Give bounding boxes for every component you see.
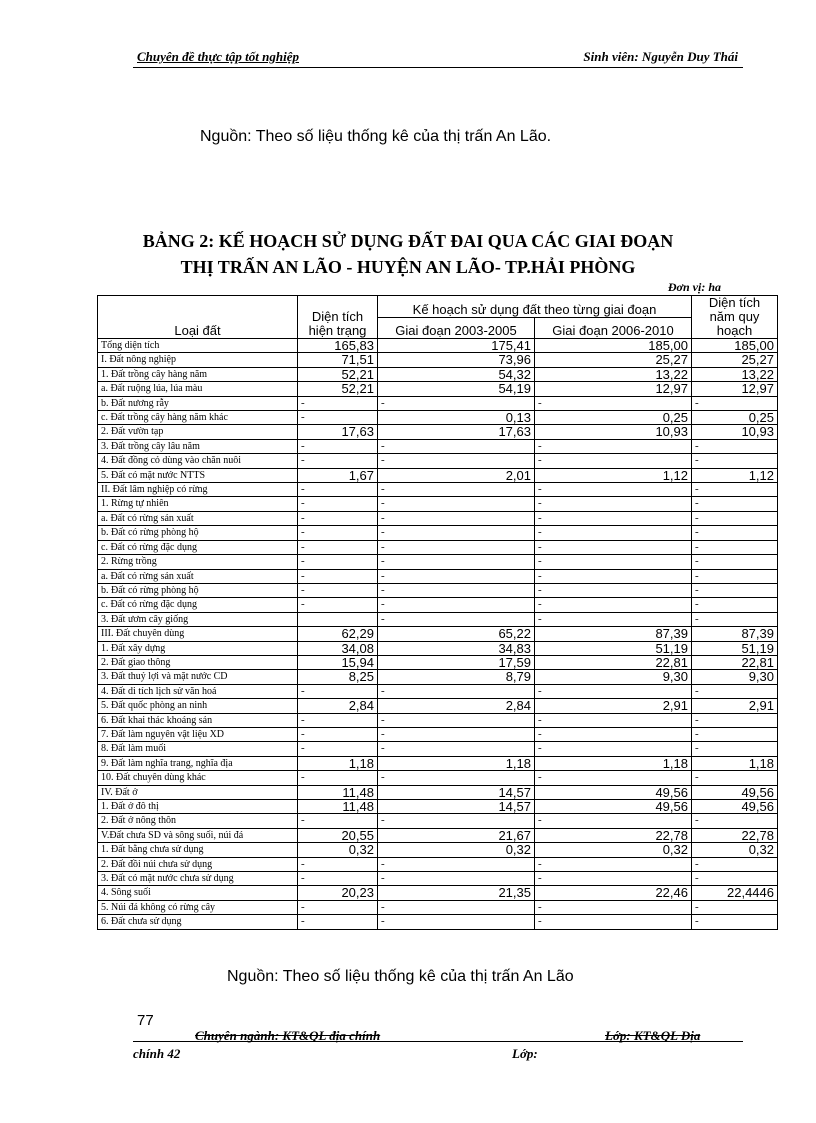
table-row bbox=[98, 583, 778, 597]
table-row bbox=[98, 396, 778, 410]
table-row bbox=[98, 598, 778, 612]
table-row bbox=[98, 900, 778, 914]
table-row bbox=[98, 814, 778, 828]
row-value: - bbox=[535, 857, 692, 871]
row-value: - bbox=[378, 454, 535, 468]
row-label: 3. Đất trồng cây lâu năm bbox=[98, 439, 298, 453]
row-value: 54,19 bbox=[378, 382, 535, 396]
row-value: - bbox=[378, 569, 535, 583]
table-row bbox=[98, 454, 778, 468]
row-value: - bbox=[535, 915, 692, 929]
row-value: 1,18 bbox=[692, 756, 778, 770]
row-value: - bbox=[378, 598, 535, 612]
row-value: 17,59 bbox=[378, 655, 535, 669]
row-value: - bbox=[298, 915, 378, 929]
row-value: 0,25 bbox=[692, 411, 778, 425]
table-row bbox=[98, 727, 778, 741]
row-value: 2,84 bbox=[298, 699, 378, 713]
row-value: 9,30 bbox=[535, 670, 692, 684]
table-row bbox=[98, 800, 778, 814]
table-row bbox=[98, 353, 778, 367]
table-title-line1: BẢNG 2: KẾ HOẠCH SỬ DỤNG ĐẤT ĐAI QUA CÁC GIAI ĐOẠN bbox=[142, 231, 674, 251]
row-value: - bbox=[298, 526, 378, 540]
row-value: - bbox=[298, 900, 378, 914]
row-value: - bbox=[378, 511, 535, 525]
row-value: - bbox=[535, 598, 692, 612]
row-label: 1. Đất xây dựng bbox=[98, 641, 298, 655]
row-label: 4. Sông suối bbox=[98, 886, 298, 900]
row-label: Tổng diện tích bbox=[98, 339, 298, 353]
row-value: - bbox=[692, 454, 778, 468]
row-value: 14,57 bbox=[378, 785, 535, 799]
row-value: - bbox=[692, 612, 778, 626]
row-value: 0,32 bbox=[535, 843, 692, 857]
row-value: - bbox=[535, 814, 692, 828]
row-label: c. Đất có rừng đặc dụng bbox=[98, 540, 298, 554]
row-value: - bbox=[378, 900, 535, 914]
row-label: 1. Đất trồng cây hàng năm bbox=[98, 367, 298, 381]
row-value: - bbox=[378, 727, 535, 741]
table-row bbox=[98, 569, 778, 583]
row-value: 13,22 bbox=[692, 367, 778, 381]
row-value: - bbox=[298, 555, 378, 569]
row-value: 13,22 bbox=[535, 367, 692, 381]
row-value: 51,19 bbox=[535, 641, 692, 655]
table-row bbox=[98, 828, 778, 842]
row-value: - bbox=[692, 583, 778, 597]
row-value: 0,32 bbox=[378, 843, 535, 857]
table-title-line2: THỊ TRẤN AN LÃO - HUYỆN AN LÃO- TP.HẢI PHÒNG bbox=[180, 257, 636, 277]
row-value: 49,56 bbox=[535, 785, 692, 799]
row-value: - bbox=[692, 569, 778, 583]
row-value: 25,27 bbox=[535, 353, 692, 367]
table-row bbox=[98, 483, 778, 497]
row-value: 1,18 bbox=[298, 756, 378, 770]
row-label: 1. Rừng tự nhiên bbox=[98, 497, 298, 511]
row-label: a. Đất có rừng sản xuất bbox=[98, 569, 298, 583]
row-value: - bbox=[298, 872, 378, 886]
table-row bbox=[98, 655, 778, 669]
row-value: 20,55 bbox=[298, 828, 378, 842]
row-label: 2. Đất ở nông thôn bbox=[98, 814, 298, 828]
row-value: - bbox=[692, 872, 778, 886]
table-row bbox=[98, 367, 778, 381]
row-value: 49,56 bbox=[692, 785, 778, 799]
row-value: - bbox=[692, 742, 778, 756]
row-label: 6. Đất chưa sử dụng bbox=[98, 915, 298, 929]
row-label: b. Đất có rừng phòng hộ bbox=[98, 526, 298, 540]
row-label: 7. Đất làm nguyên vật liệu XD bbox=[98, 727, 298, 741]
table-row bbox=[98, 497, 778, 511]
row-value: 34,83 bbox=[378, 641, 535, 655]
row-value: 22,4446 bbox=[692, 886, 778, 900]
row-value: - bbox=[298, 771, 378, 785]
row-value: 185,00 bbox=[692, 339, 778, 353]
row-label: 5. Đất quốc phòng an ninh bbox=[98, 699, 298, 713]
row-value: - bbox=[378, 483, 535, 497]
row-value: 22,78 bbox=[535, 828, 692, 842]
source-note-bottom: Nguồn: Theo số liệu thống kê của thị trấn An Lão bbox=[227, 968, 574, 985]
row-value: - bbox=[535, 684, 692, 698]
row-value: 185,00 bbox=[535, 339, 692, 353]
unit-label: Đơn vị: ha bbox=[667, 280, 721, 294]
row-value: - bbox=[298, 713, 378, 727]
row-label: 5. Núi đá không có rừng cây bbox=[98, 900, 298, 914]
row-value: 51,19 bbox=[692, 641, 778, 655]
row-value: 87,39 bbox=[535, 627, 692, 641]
table-row bbox=[98, 742, 778, 756]
table-row bbox=[98, 872, 778, 886]
row-value: 52,21 bbox=[298, 382, 378, 396]
row-value: 8,79 bbox=[378, 670, 535, 684]
row-value: - bbox=[378, 872, 535, 886]
row-value: 22,81 bbox=[535, 655, 692, 669]
row-value: 1,12 bbox=[692, 468, 778, 482]
row-label: 1. Đất ở đô thị bbox=[98, 800, 298, 814]
row-label: b. Đất có rừng phòng hộ bbox=[98, 583, 298, 597]
row-value: - bbox=[378, 396, 535, 410]
row-value: 2,91 bbox=[692, 699, 778, 713]
row-label: V.Đất chưa SD và sông suối, núi đá bbox=[98, 828, 298, 842]
row-value: - bbox=[298, 411, 378, 425]
row-value: 10,93 bbox=[535, 425, 692, 439]
row-label: 2. Rừng trồng bbox=[98, 555, 298, 569]
row-label: 10. Đất chuyên dùng khác bbox=[98, 771, 298, 785]
row-label: I. Đất nông nghiệp bbox=[98, 353, 298, 367]
row-value: - bbox=[378, 771, 535, 785]
row-label: 3. Đất có mặt nước chưa sử dụng bbox=[98, 872, 298, 886]
footer-left-line1: Chuyên ngành: KT&QL địa chính bbox=[195, 1028, 381, 1043]
row-value: - bbox=[535, 583, 692, 597]
row-value: - bbox=[298, 540, 378, 554]
row-value: - bbox=[535, 872, 692, 886]
row-value: 54,32 bbox=[378, 367, 535, 381]
footer-left-line2: chính 42 bbox=[133, 1046, 181, 1061]
row-value: 17,63 bbox=[378, 425, 535, 439]
row-value: - bbox=[378, 583, 535, 597]
table-row bbox=[98, 713, 778, 727]
row-value: - bbox=[692, 555, 778, 569]
row-value: - bbox=[692, 814, 778, 828]
row-label: II. Đất lâm nghiệp có rừng bbox=[98, 483, 298, 497]
row-value: - bbox=[298, 742, 378, 756]
row-value: - bbox=[378, 684, 535, 698]
row-value: - bbox=[535, 497, 692, 511]
row-value: 12,97 bbox=[535, 382, 692, 396]
table-row bbox=[98, 785, 778, 799]
row-value: - bbox=[298, 684, 378, 698]
table-row bbox=[98, 915, 778, 929]
row-value: - bbox=[692, 439, 778, 453]
row-value: - bbox=[298, 857, 378, 871]
row-value: 11,48 bbox=[298, 800, 378, 814]
row-value: 10,93 bbox=[692, 425, 778, 439]
row-value: 1,12 bbox=[535, 468, 692, 482]
header-ke-hoach: Kế hoạch sử dụng đất theo từng giai đoạn bbox=[378, 296, 692, 318]
table-row bbox=[98, 857, 778, 871]
row-label: 4. Đất đồng cỏ dùng vào chăn nuôi bbox=[98, 454, 298, 468]
table-row bbox=[98, 641, 778, 655]
table-row bbox=[98, 468, 778, 482]
row-value: - bbox=[298, 569, 378, 583]
land-use-table bbox=[97, 295, 778, 930]
row-value: - bbox=[692, 713, 778, 727]
row-value: - bbox=[298, 598, 378, 612]
row-value: 165,83 bbox=[298, 339, 378, 353]
row-value: 12,97 bbox=[692, 382, 778, 396]
row-value: - bbox=[298, 727, 378, 741]
header-gd2: Giai đoạn 2006-2010 bbox=[535, 317, 692, 339]
row-value: - bbox=[535, 771, 692, 785]
row-value: - bbox=[378, 526, 535, 540]
row-value: 1,18 bbox=[378, 756, 535, 770]
row-value: 49,56 bbox=[692, 800, 778, 814]
row-value: - bbox=[692, 857, 778, 871]
row-label: 2. Đất giao thông bbox=[98, 655, 298, 669]
row-value: 22,46 bbox=[535, 886, 692, 900]
table-body bbox=[98, 339, 778, 930]
row-label: 2. Đất vườn tạp bbox=[98, 425, 298, 439]
row-value: 52,21 bbox=[298, 367, 378, 381]
header-loai-dat: Loại đất bbox=[98, 296, 298, 339]
row-value: - bbox=[378, 857, 535, 871]
table-row bbox=[98, 511, 778, 525]
row-value: 21,35 bbox=[378, 886, 535, 900]
row-value: 15,94 bbox=[298, 655, 378, 669]
row-value: - bbox=[692, 526, 778, 540]
row-value: 25,27 bbox=[692, 353, 778, 367]
row-value: - bbox=[378, 439, 535, 453]
table-row bbox=[98, 699, 778, 713]
header-dien-tich: Diện tích hiện trạng bbox=[298, 296, 378, 339]
row-label: 2. Đất đồi núi chưa sử dụng bbox=[98, 857, 298, 871]
row-value: - bbox=[535, 511, 692, 525]
row-label: a. Đất ruộng lúa, lúa màu bbox=[98, 382, 298, 396]
row-label: c. Đất trồng cây hàng năm khác bbox=[98, 411, 298, 425]
row-value: 2,01 bbox=[378, 468, 535, 482]
row-value: - bbox=[692, 483, 778, 497]
table-row bbox=[98, 612, 778, 626]
row-label: 3. Đất ươm cây giống bbox=[98, 612, 298, 626]
row-value bbox=[298, 612, 378, 626]
row-value: - bbox=[535, 526, 692, 540]
row-label: III. Đất chuyên dùng bbox=[98, 627, 298, 641]
row-value: - bbox=[535, 900, 692, 914]
row-value: 1,67 bbox=[298, 468, 378, 482]
row-label: a. Đất có rừng sản xuất bbox=[98, 511, 298, 525]
row-value: 11,48 bbox=[298, 785, 378, 799]
row-label: 9. Đất làm nghĩa trang, nghĩa địa bbox=[98, 756, 298, 770]
row-value: - bbox=[692, 684, 778, 698]
row-value: - bbox=[692, 497, 778, 511]
row-value: - bbox=[535, 555, 692, 569]
row-value: - bbox=[298, 439, 378, 453]
table-row bbox=[98, 540, 778, 554]
header-divider bbox=[133, 67, 743, 68]
row-value: - bbox=[298, 583, 378, 597]
row-value: - bbox=[692, 771, 778, 785]
row-value: - bbox=[535, 483, 692, 497]
row-value: - bbox=[378, 612, 535, 626]
table-row bbox=[98, 886, 778, 900]
row-value: - bbox=[535, 569, 692, 583]
row-value: - bbox=[535, 540, 692, 554]
row-value: 1,18 bbox=[535, 756, 692, 770]
row-value: 65,22 bbox=[378, 627, 535, 641]
row-value: - bbox=[298, 497, 378, 511]
table-row bbox=[98, 684, 778, 698]
table-row bbox=[98, 756, 778, 770]
row-value: 8,25 bbox=[298, 670, 378, 684]
row-value: 87,39 bbox=[692, 627, 778, 641]
row-value: 73,96 bbox=[378, 353, 535, 367]
row-value: - bbox=[298, 454, 378, 468]
row-value: - bbox=[692, 727, 778, 741]
row-value: - bbox=[692, 915, 778, 929]
row-label: b. Đất nương rẫy bbox=[98, 396, 298, 410]
table-row bbox=[98, 411, 778, 425]
row-value: 9,30 bbox=[692, 670, 778, 684]
row-value: - bbox=[692, 598, 778, 612]
row-value: - bbox=[535, 742, 692, 756]
row-value: - bbox=[692, 900, 778, 914]
row-label: IV. Đất ở bbox=[98, 785, 298, 799]
row-label: 6. Đất khai thác khoáng sản bbox=[98, 713, 298, 727]
row-value: - bbox=[378, 540, 535, 554]
table-row bbox=[98, 439, 778, 453]
row-value: - bbox=[535, 612, 692, 626]
row-value: 71,51 bbox=[298, 353, 378, 367]
row-value: 62,29 bbox=[298, 627, 378, 641]
row-value: - bbox=[298, 814, 378, 828]
row-value: - bbox=[692, 511, 778, 525]
row-label: 8. Đất làm muối bbox=[98, 742, 298, 756]
table-row bbox=[98, 555, 778, 569]
row-value: - bbox=[535, 396, 692, 410]
row-value: - bbox=[378, 555, 535, 569]
source-note-top: Nguồn: Theo số liệu thống kê của thị trấn An Lão. bbox=[200, 128, 552, 145]
table-row bbox=[98, 670, 778, 684]
row-value: 22,78 bbox=[692, 828, 778, 842]
footer-right-line1: Lớp: KT&QL Địa bbox=[605, 1028, 701, 1043]
table-row bbox=[98, 339, 778, 353]
row-value: 17,63 bbox=[298, 425, 378, 439]
row-value: - bbox=[298, 396, 378, 410]
row-value: 49,56 bbox=[535, 800, 692, 814]
page-number: 77 bbox=[137, 1012, 154, 1029]
row-value: - bbox=[378, 742, 535, 756]
row-label: 4. Đất di tích lịch sử văn hoá bbox=[98, 684, 298, 698]
row-value: 0,32 bbox=[298, 843, 378, 857]
row-label: 1. Đất bằng chưa sử dụng bbox=[98, 843, 298, 857]
row-value: 34,08 bbox=[298, 641, 378, 655]
row-value: 0,25 bbox=[535, 411, 692, 425]
row-value: - bbox=[535, 454, 692, 468]
header-quy-hoach: Diện tích năm quy hoạch bbox=[692, 296, 778, 339]
row-value: 20,23 bbox=[298, 886, 378, 900]
header-left: Chuyên đề thực tập tốt nghiệp bbox=[137, 49, 299, 64]
footer-divider bbox=[133, 1041, 743, 1042]
row-label: 5. Đất có mặt nước NTTS bbox=[98, 468, 298, 482]
row-value: 2,84 bbox=[378, 699, 535, 713]
table-row bbox=[98, 771, 778, 785]
footer-right-line2: Lớp: bbox=[512, 1046, 538, 1061]
row-value: - bbox=[378, 814, 535, 828]
row-value: - bbox=[298, 483, 378, 497]
table-row bbox=[98, 382, 778, 396]
row-value: 22,81 bbox=[692, 655, 778, 669]
row-value: - bbox=[535, 713, 692, 727]
table-row bbox=[98, 425, 778, 439]
row-value: 0,32 bbox=[692, 843, 778, 857]
header-right: Sinh viên: Nguyễn Duy Thái bbox=[583, 49, 738, 64]
table-row bbox=[98, 627, 778, 641]
row-value: - bbox=[378, 713, 535, 727]
row-value: - bbox=[378, 915, 535, 929]
row-value: - bbox=[535, 439, 692, 453]
row-value: - bbox=[298, 511, 378, 525]
row-value: - bbox=[692, 396, 778, 410]
row-value: 0,13 bbox=[378, 411, 535, 425]
header-gd1: Giai đoạn 2003-2005 bbox=[378, 317, 535, 339]
row-value: - bbox=[692, 540, 778, 554]
row-value: - bbox=[378, 497, 535, 511]
row-value: 14,57 bbox=[378, 800, 535, 814]
row-label: 3. Đất thuỷ lợi và mặt nước CD bbox=[98, 670, 298, 684]
row-label: c. Đất có rừng đặc dụng bbox=[98, 598, 298, 612]
row-value: - bbox=[535, 727, 692, 741]
table-row bbox=[98, 843, 778, 857]
row-value: 2,91 bbox=[535, 699, 692, 713]
row-value: 21,67 bbox=[378, 828, 535, 842]
row-value: 175,41 bbox=[378, 339, 535, 353]
table-row bbox=[98, 526, 778, 540]
